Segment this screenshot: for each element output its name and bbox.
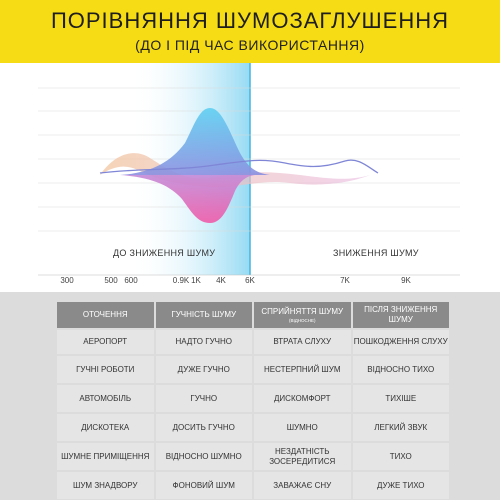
tick-label: 6K [245, 276, 255, 285]
tick-label: 300 [60, 276, 74, 285]
tick-label: 9K [401, 276, 411, 285]
table-cell: ПОШКОДЖЕННЯ СЛУХУ [353, 330, 450, 354]
table-row [57, 414, 449, 441]
page-title: ПОРІВНЯННЯ ШУМОЗАГЛУШЕННЯ [50, 8, 450, 33]
table-cell: ДОСИТЬ ГУЧНО [156, 414, 253, 441]
table-header-row [57, 302, 449, 328]
table-row [57, 356, 449, 383]
comparison-table [0, 292, 500, 500]
table-cell: ТИХО [353, 443, 450, 470]
table-cell: ТИХІШЕ [353, 385, 450, 412]
column-header: ОТОЧЕННЯ [57, 302, 154, 328]
table-cell: НЕСТЕРПНИЙ ШУМ [254, 356, 351, 383]
table-cell: ДИСКОМФОРТ [254, 385, 351, 412]
page-subtitle: (ДО І ПІД ЧАС ВИКОРИСТАННЯ) [135, 37, 365, 53]
table-cell: ШУМНО [254, 414, 351, 441]
wave-illustration [0, 63, 500, 288]
noise-wave-graph [0, 63, 500, 288]
table-cell: АЕРОПОРТ [57, 330, 154, 354]
tick-label: 7K [340, 276, 350, 285]
column-header: ГУЧНІСТЬ ШУМУ [156, 302, 253, 328]
table-cell: ГУЧНІ РОБОТИ [57, 356, 154, 383]
table-row [57, 330, 449, 354]
table-row [57, 443, 449, 470]
tick-label: 500 [104, 276, 118, 285]
table-cell: ЗАВАЖАЄ СНУ [254, 472, 351, 499]
table-row [57, 472, 449, 499]
table-cell: ЛЕГКИЙ ЗВУК [353, 414, 450, 441]
table-cell: НЕЗДАТНІСТЬ ЗОСЕРЕДИТИСЯ [254, 443, 351, 470]
column-header: СПРИЙНЯТТЯ ШУМУ (ВІДНОСНЕ) [254, 302, 351, 328]
tick-label: 600 [124, 276, 138, 285]
table-cell: ВТРАТА СЛУХУ [254, 330, 351, 354]
table-cell: ШУМНЕ ПРИМІЩЕННЯ [57, 443, 154, 470]
header-banner [0, 0, 500, 63]
table-cell: ШУМ ЗНАДВОРУ [57, 472, 154, 499]
table-cell: ДУЖЕ ГУЧНО [156, 356, 253, 383]
table-cell: АВТОМОБІЛЬ [57, 385, 154, 412]
table-cell: ДИСКОТЕКА [57, 414, 154, 441]
table-cell: ГУЧНО [156, 385, 253, 412]
tick-label: 4K [216, 276, 226, 285]
tick-label: 0.9K [172, 276, 190, 285]
column-header: ПІСЛЯ ЗНИЖЕННЯ ШУМУ [353, 302, 450, 328]
table-cell: ФОНОВИЙ ШУМ [156, 472, 253, 499]
reduction-label: ЗНИЖЕННЯ ШУМУ [333, 248, 419, 258]
table-cell: ДУЖЕ ТИХО [353, 472, 450, 499]
table-cell: ВІДНОСНО ТИХО [353, 356, 450, 383]
table-cell: НАДТО ГУЧНО [156, 330, 253, 354]
tick-label: 1K [191, 276, 201, 285]
before-reduction-label: ДО ЗНИЖЕННЯ ШУМУ [113, 248, 216, 258]
table-row [57, 385, 449, 412]
table-cell: ВІДНОСНО ШУМНО [156, 443, 253, 470]
